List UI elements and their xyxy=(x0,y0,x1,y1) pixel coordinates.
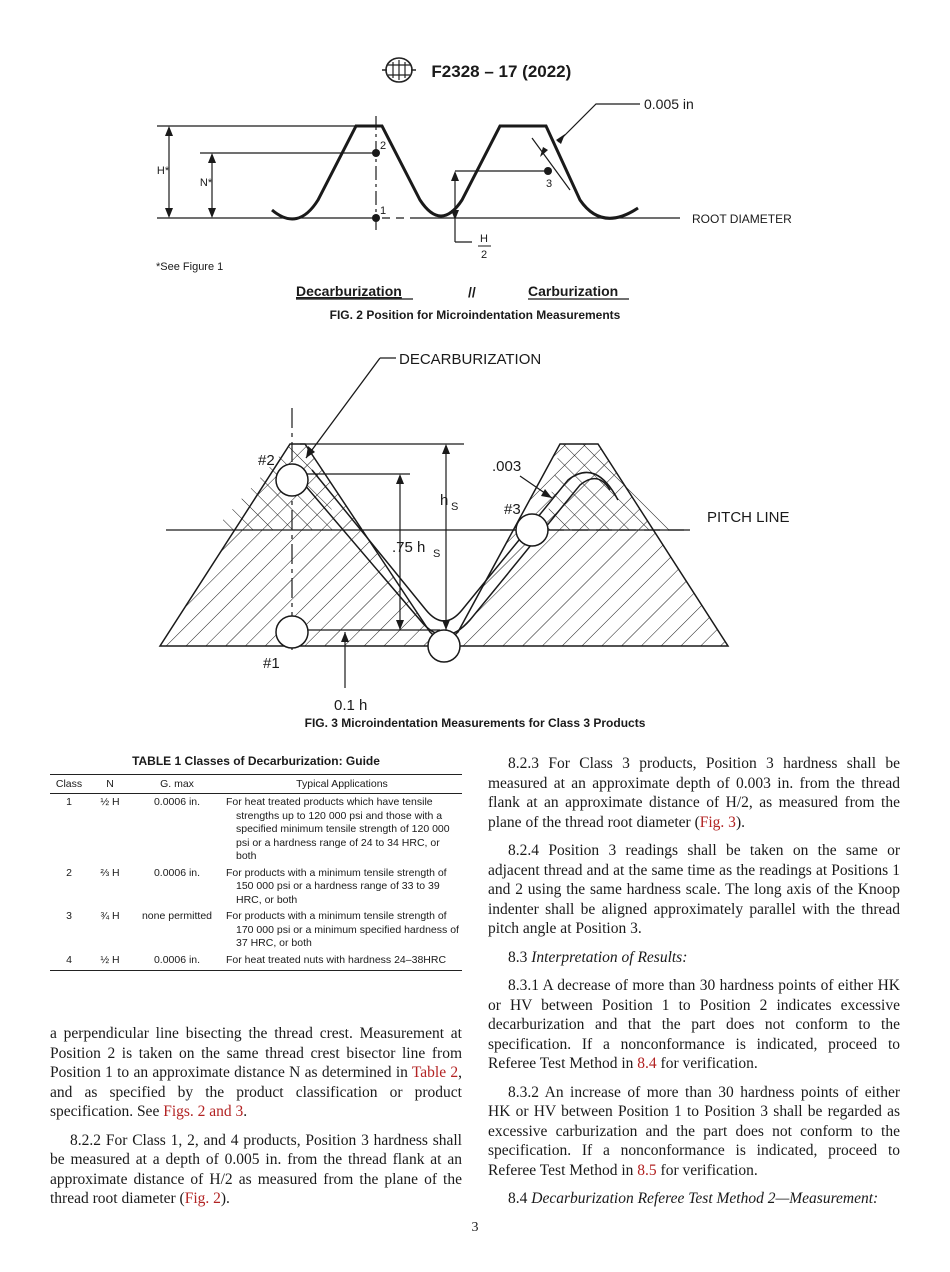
cell-application: For products with a minimum tensile strength of 170 000 psi or a minimum specified hardness of 37 HRC, or both xyxy=(226,910,459,949)
paragraph-continuation: a perpendicular line bisecting the thread crest. Measurement at Position 2 is taken on the same thread crest bisector line from Position 1 to an approximate distance N as determined in Table 2, and as specified by the product classification or product specification. See Figs. 2 and 3. xyxy=(50,1025,462,1120)
table-row xyxy=(50,908,462,952)
svg-text:PITCH LINE: PITCH LINE xyxy=(707,509,790,526)
cell-class: 3 xyxy=(66,910,72,922)
cell-class: 2 xyxy=(66,866,72,879)
section-8-4-heading: 8.4 Decarburization Referee Test Method 2—Measurement: xyxy=(508,1190,879,1207)
column-header: N xyxy=(88,775,132,794)
paragraph-8-2-3: 8.2.3 For Class 3 products, Position 3 hardness shall be measured at an approximate depth of 0.003 in. from the thread flank at an approximate distance of H/2, as measured from the plane of the thread root diameter (Fig. 3). xyxy=(488,755,900,831)
svg-text:.75 h: .75 h xyxy=(392,539,426,556)
cell-application: For heat treated nuts with hardness 24–38HRC xyxy=(222,952,462,971)
svg-text:ROOT DIAMETER: ROOT DIAMETER xyxy=(692,212,792,226)
left-column xyxy=(50,1024,462,1218)
svg-text:*See Figure 1: *See Figure 1 xyxy=(156,261,224,273)
table-row xyxy=(50,865,462,909)
section-8-3-heading: 8.3 Interpretation of Results: xyxy=(508,948,688,966)
figure-3-diagram xyxy=(0,340,950,712)
position-1-circle xyxy=(276,616,308,648)
svg-text:#1: #1 xyxy=(263,655,280,672)
paragraph-8-2-2: 8.2.2 For Class 1, 2, and 4 products, Position 3 hardness shall be measured at a depth of 0.005 in. from the thread flank at an approximate distance of H/2 as measured from the plane of the thread root diameter (Fig. 2). xyxy=(50,1131,462,1207)
right-column xyxy=(488,754,900,1218)
cell-n: ⅔ H xyxy=(100,866,120,879)
svg-text:0.005 in: 0.005 in xyxy=(644,96,694,112)
position-3-circle xyxy=(516,514,548,546)
svg-text:#2: #2 xyxy=(258,452,275,469)
decarburization-classes-table xyxy=(50,774,462,971)
svg-text:0.1 h: 0.1 h xyxy=(334,697,368,712)
svg-text:h: h xyxy=(440,492,449,509)
svg-text:#3: #3 xyxy=(504,501,521,518)
svg-text:2: 2 xyxy=(480,249,488,261)
cell-class: 1 xyxy=(66,796,72,808)
cell-application: For heat treated products which have tensile strengths up to 120 000 psi and those with a specified minimum tensile strength of 120 000 psi or a hardness range of 24 to 34 HRC, or both xyxy=(226,796,450,862)
svg-text:S: S xyxy=(451,501,459,513)
table-row xyxy=(50,794,462,865)
cell-gmax: 0.0006 in. xyxy=(132,952,222,971)
figure-2-diagram xyxy=(0,95,950,310)
svg-text:2: 2 xyxy=(380,140,387,152)
cell-n: ½ H xyxy=(100,796,120,808)
root-circle xyxy=(428,630,460,662)
cell-application: For products with a minimum tensile strength of 150 000 psi or a hardness range of 33 to 39 HRC, or both xyxy=(226,866,447,906)
thread-body xyxy=(160,444,728,646)
svg-text:.003: .003 xyxy=(492,458,522,475)
svg-text:S: S xyxy=(433,548,441,560)
carburization-title: Carburization xyxy=(528,283,619,299)
cell-gmax: 0.0006 in. xyxy=(153,796,201,808)
column-header: Class xyxy=(50,775,88,794)
page-header xyxy=(0,56,950,89)
svg-text:DECARBURIZATION: DECARBURIZATION xyxy=(399,351,542,368)
cell-gmax: none permitted xyxy=(141,910,213,922)
cell-n: ¾ H xyxy=(100,910,120,922)
column-header: G. max xyxy=(132,775,222,794)
svg-text://: // xyxy=(468,284,476,300)
paragraph-8-3-2: 8.3.2 An increase of more than 30 hardness points of either HK or HV between Position 1 to Position 3 shall be regarded as excessive carburization and the part does not conform to the specification. If a nonconformance is indicated, proceed to Referee Test Method in 8.5 for verification. xyxy=(488,1083,900,1179)
paragraph-8-3-1: 8.3.1 A decrease of more than 30 hardness points of either HK or HV between Position 1 to Position 2 indicates excessive decarburization and that the part does not conform to the specification. If a nonconformance is indicated, proceed to Referee Test Method in 8.4 for verification. xyxy=(488,977,900,1072)
section-8-4-link[interactable]: 8.4 xyxy=(637,1055,657,1072)
paragraph-8-2-4: 8.2.4 Position 3 readings shall be taken on the same or adjacent thread and at the same time as the readings at Positions 1 and 2 using the same hardness scale. The long axis of the Knoop indenter shall be aligned approximately parallel with the thread pitch angle at Position 3. xyxy=(488,842,900,937)
table-row xyxy=(50,952,462,971)
standard-designation: F2328 – 17 (2022) xyxy=(431,61,572,81)
table-1 xyxy=(50,754,462,971)
cell-n: ½ H xyxy=(88,952,132,971)
svg-text:H*: H* xyxy=(156,165,170,177)
section-8-5-link[interactable]: 8.5 xyxy=(637,1161,657,1179)
svg-text:3: 3 xyxy=(546,178,553,190)
fig-3-link[interactable]: Fig. 3 xyxy=(699,813,736,831)
column-header: Typical Applications xyxy=(222,775,462,794)
cell-gmax: 0.0006 in. xyxy=(153,866,201,879)
table-2-link[interactable]: Table 2 xyxy=(411,1064,459,1081)
position-2-circle xyxy=(276,464,308,496)
decarburization-title: Decarburization xyxy=(296,283,402,299)
position-2-marker xyxy=(372,149,380,157)
figure-3-caption: FIG. 3 Microindentation Measurements for Class 3 Products xyxy=(304,716,646,730)
cell-class: 4 xyxy=(50,952,88,971)
svg-text:1: 1 xyxy=(380,205,387,217)
position-1-marker xyxy=(372,214,380,222)
figure-2-caption: FIG. 2 Position for Microindentation Measurements xyxy=(329,308,621,322)
page-number: 3 xyxy=(471,1220,479,1235)
svg-text:N*: N* xyxy=(199,177,213,189)
table-title: TABLE 1 Classes of Decarburization: Guide xyxy=(132,754,380,768)
svg-text:H: H xyxy=(480,233,488,245)
figs-2-3-link[interactable]: Figs. 2 and 3 xyxy=(163,1103,244,1120)
fig-2-link[interactable]: Fig. 2 xyxy=(184,1190,221,1207)
astm-logo-icon xyxy=(379,56,419,89)
